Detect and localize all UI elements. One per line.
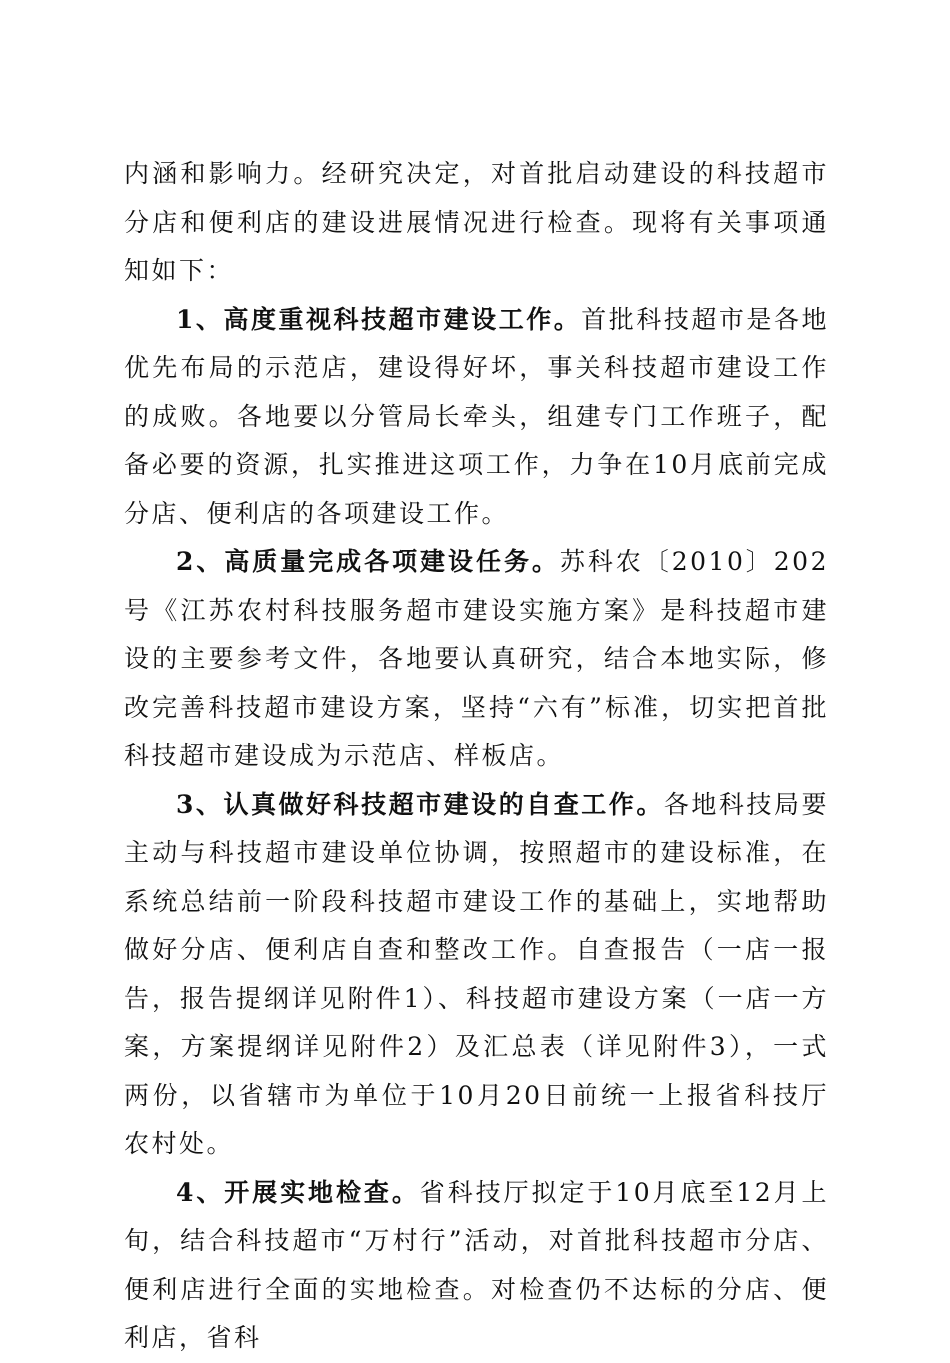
item-2-paragraph (124, 538, 829, 781)
item-3-body: 各地科技局要主动与科技超市建设单位协调，按照超市的建设标准，在系统总结前一阶段科技超市建设工作的基础上，实地帮助做好分店、便利店自查和整改工作。自查报告（一店一报告，报告提纲详见附件1）、科技超市建设方案（一店一方案，方案提纲详见附件2）及汇总表（详见附件3），一式两份，以省辖市为单位于10月20日前统一上报省科技厅农村处。 (124, 789, 829, 1158)
item-1-body: 首批科技超市是各地优先布局的示范店，建设得好坏，事关科技超市建设工作的成败。各地要以分管局长牵头，组建专门工作班子，配备必要的资源，扎实推进这项工作，力争在10月底前完成分店、便利店的各项建设工作。 (124, 304, 829, 528)
item-4-body: 省科技厅拟定于10月底至12月上旬，结合科技超市“万村行”活动，对首批科技超市分店、便利店进行全面的实地检查。对检查仍不达标的分店、便利店，省科 (124, 1177, 830, 1352)
item-3-heading: 3、认真做好科技超市建设的自查工作。 (176, 789, 664, 819)
item-1-heading: 1、高度重视科技超市建设工作。 (176, 304, 582, 334)
intro-paragraph: 内涵和影响力。经研究决定，对首批启动建设的科技超市分店和便利店的建设进展情况进行检查。现将有关事项通知如下： (124, 159, 829, 285)
item-4-paragraph (124, 1169, 829, 1363)
item-3-paragraph (124, 781, 829, 1169)
document-body (124, 150, 829, 1363)
item-2-heading: 2、高质量完成各项建设任务。 (176, 547, 560, 576)
item-1-paragraph (124, 296, 829, 539)
item-2-body: 苏科农〔2010〕202号《江苏农村科技服务超市建设实施方案》是科技超市建设的主要参考文件，各地要认真研究，结合本地实际，修改完善科技超市建设方案，坚持“六有”标准，切实把首批科技超市建设成为示范店、样板店。 (124, 547, 829, 770)
item-4-heading: 4、开展实地检查。 (176, 1177, 420, 1207)
